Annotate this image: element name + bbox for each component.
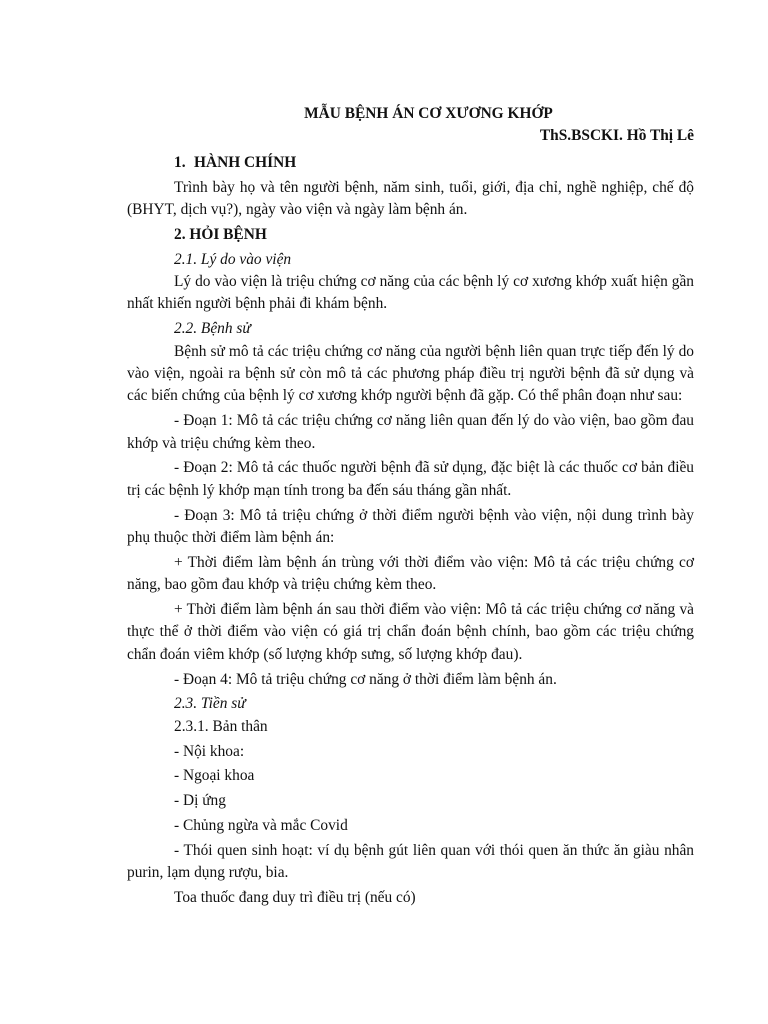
document-author: ThS.BSCKI. Hồ Thị Lê bbox=[539, 127, 694, 145]
section-2-heading: 2. HỎI BỆNH bbox=[174, 225, 267, 243]
list-item-di-ung: - Dị ứng bbox=[174, 792, 226, 810]
subsection-2-2-title: 2.2. Bệnh sử bbox=[174, 320, 251, 338]
subsection-2-3-1-title: 2.3.1. Bản thân bbox=[174, 717, 268, 735]
paragraph-plus-1: + Thời điểm làm bệnh án trùng với thời điểm vào viện: Mô tả các triệu chứng cơ năng, bao gồm đau khớp và triệu chứng kèm theo. bbox=[127, 553, 694, 594]
section-1-heading bbox=[127, 152, 694, 174]
document-title: MẪU BỆNH ÁN CƠ XƯƠNG KHỚP bbox=[304, 105, 553, 122]
subsection-2-2-text: Bệnh sử mô tả các triệu chứng cơ năng của người bệnh liên quan trực tiếp đến lý do vào viện, ngoài ra bệnh sử còn mô tả các phương pháp điều trị người bệnh đã sử dụng và các biến chứng của bệnh lý cơ xương khớp người bệnh đã gặp. Có thể phân đoạn như sau: bbox=[127, 342, 694, 405]
section-1-number: 1. bbox=[174, 153, 186, 171]
paragraph-plus-2: + Thời điểm làm bệnh án sau thời điểm vào viện: Mô tả các triệu chứng cơ năng và thực thể ở thời điểm vào viện có giá trị chẩn đoán bệnh chính, bao gồm các triệu chứng chẩn đoán viêm khớp (số lượng khớp sưng, số lượng khớp đau). bbox=[127, 601, 694, 663]
section-1-title: HÀNH CHÍNH bbox=[194, 153, 297, 171]
paragraph-thoi-quen: - Thói quen sinh hoạt: ví dụ bệnh gút liên quan với thói quen ăn thức ăn giàu nhân purin, lạm dụng rượu, bia. bbox=[127, 841, 694, 882]
list-item-chung-ngua: - Chủng ngừa và mắc Covid bbox=[174, 817, 348, 835]
paragraph-doan-1: - Đoạn 1: Mô tả các triệu chứng cơ năng liên quan đến lý do vào viện, bao gồm đau khớp và triệu chứng kèm theo. bbox=[127, 412, 694, 452]
paragraph-doan-3: - Đoạn 3: Mô tả triệu chứng ở thời điểm người bệnh vào viện, nội dung trình bày phụ thuộc thời điểm làm bệnh án: bbox=[127, 506, 694, 547]
paragraph-doan-2: - Đoạn 2: Mô tả các thuốc người bệnh đã sử dụng, đặc biệt là các thuốc cơ bản điều trị các bệnh lý khớp mạn tính trong ba đến sáu tháng gần nhất. bbox=[127, 459, 694, 499]
subsection-2-1-title: 2.1. Lý do vào viện bbox=[174, 250, 292, 268]
document-body bbox=[127, 103, 694, 909]
subsection-2-3-title: 2.3. Tiền sử bbox=[174, 695, 246, 713]
paragraph-doan-4: - Đoạn 4: Mô tả triệu chứng cơ năng ở thời điểm làm bệnh án. bbox=[174, 670, 557, 688]
paragraph-toa-thuoc: Toa thuốc đang duy trì điều trị (nếu có) bbox=[174, 889, 416, 907]
list-item-ngoai-khoa: - Ngoại khoa bbox=[174, 767, 255, 785]
section-1-text: Trình bày họ và tên người bệnh, năm sinh, tuổi, giới, địa chỉ, nghề nghiệp, chế độ (BHYT, dịch vụ?), ngày vào viện và ngày làm bệnh án. bbox=[127, 178, 694, 219]
subsection-2-1-text: Lý do vào viện là triệu chứng cơ năng của các bệnh lý cơ xương khớp xuất hiện gần nhất khiến người bệnh phải đi khám bệnh. bbox=[127, 273, 694, 313]
list-item-noi-khoa: - Nội khoa: bbox=[174, 742, 245, 760]
